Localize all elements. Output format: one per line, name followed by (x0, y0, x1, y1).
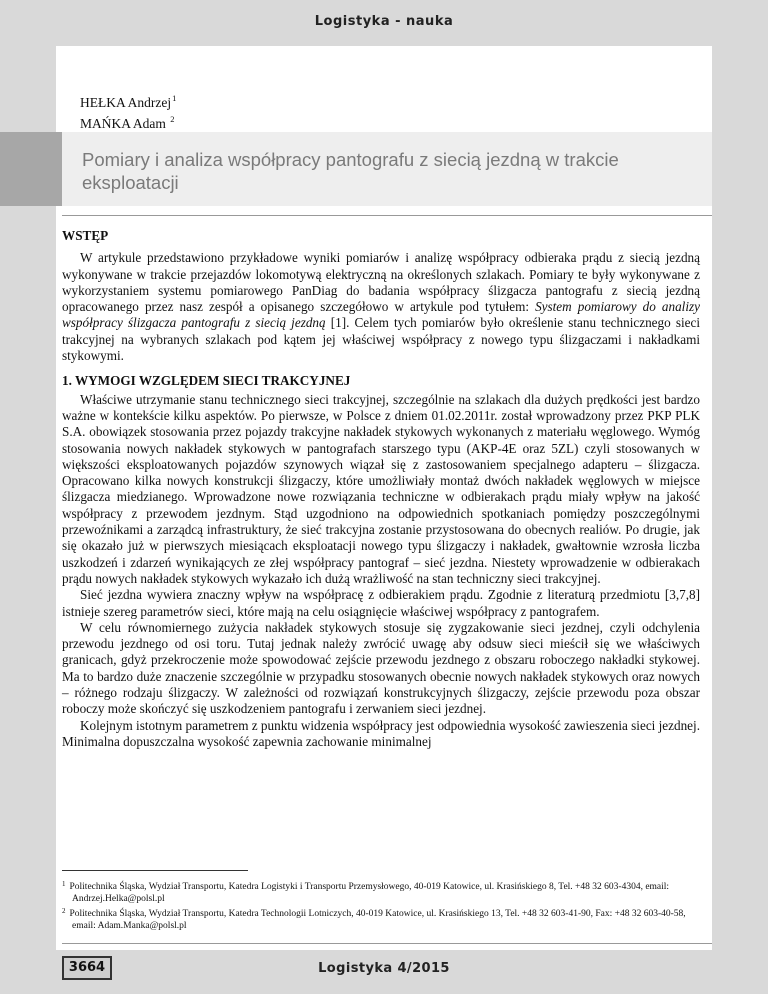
footnote-separator (62, 870, 248, 871)
divider-line (62, 943, 712, 944)
footnote-2: $^2$ Politechnika Śląska, Wydział Transportu, Katedra Technologii Lotniczych, 40-019 Katowice, ul. Krasińskiego 13, Tel. +48 32 603-41-90, Fax: +48 32 603-40-58, email: Adam.Manka@polsl.pl (62, 907, 686, 931)
author-footnote-ref: 2 (170, 114, 175, 124)
body-paragraph: Kolejnym istotnym parametrem z punktu widzenia współpracy jest odpowiednia wysokość zawieszenia sieci jezdnej. Minimalna dopuszczalna wysokość zapewnia zachowanie minimalnej (62, 717, 700, 749)
article-content (62, 228, 700, 750)
body-paragraph: W celu równomiernego zużycia nakładek stykowych stosuje się zygzakowanie sieci jezdnej, czyli odchylenia przewodu jezdnego od osi toru. Tutaj jednak należy zwrócić uwagę aby odsuw sieci mieścił się we właściwych granicach, gdyż przekroczenie może spowodować zejście przewodu jezdnego z obszaru roboczego nakładki stykowej. Ma to bardzo duże znaczenie szczególnie w przypadku stosowanych obecnie nowych nakładek stykowych oraz nowych – różnego rodzaju ślizgaczy. W zależności od rozwiązań konstrukcyjnych ślizgaczy, zejście przewodu poza obszar roboczy może skończyć się uszkodzeniem pantografu i zerwaniem sieci jezdnej. (62, 619, 700, 717)
author-list (80, 90, 176, 132)
body-paragraph: Właściwe utrzymanie stanu technicznego sieci trakcyjnej, szczególnie na szlakach dla dużych prędkości jest bardzo ważne w kontekście kilku aspektów. Po pierwsze, w Polsce z dniem 01.02.2011r. został wprowadzony przez PKP PLK S.A. obowiązek stosowania przez pojazdy trakcyjne nakładek stykowych wykonanych z materiału węglowego. Wymóg stosowania nowych nakładek stykowych w pantografach starszego typu (AKP-4E oraz 5ZL) czyli stosowanych w większości eksploatowanych pojazdów szynowych wiązał się z zastosowaniem specjalnego adapteru – ślizgacza. Opracowano kilka nowych konstrukcji ślizgaczy, które umożliwiały montaż dwóch nakładek węglowych w miejsce ślizgacza miedzianego. Wprowadzone nowe rozwiązania techniczne w odbierakach prądu miały wpływ na jakość współpracy z przewodem jezdnym. Stąd uzgodniono na odpowiednich spotkaniach pomiędzy poszczególnymi przewoźnikami a zarządcą infrastruktury, że sieć trakcyjna zostanie przystosowana do obecnych realiów. Po drugie, jak się okazało już w pierwszych miesiącach eksploatacji nowego typu ślizgaczy i nakładek, gwałtownie wzrosła liczba uszkodzeń i zdarzeń wynikających ze złej współpracy pantograf – sieć jezdna. Niestety wprowadzenie w odbierakach prądu nowych nakładek stykowych wykazało ich dużą wrażliwość na stan techniczny sieci trakcyjnej. (62, 391, 700, 586)
page-number: 3664 (62, 956, 112, 980)
cited-article-title: System pomiarowy do analizy współpracy ślizgacza pantografu z siecią jezdną (62, 299, 700, 331)
section-heading-1: 1. WYMOGI WZGLĘDEM SIECI TRAKCYJNEJ (62, 373, 351, 389)
author-name: MAŃKA Adam (80, 116, 166, 131)
footnote-1: $^1$ Politechnika Śląska, Wydział Transportu, Katedra Logistyki i Transportu Przemysłowego, 40-019 Katowice, ul. Krasińskiego 8, Tel. +48 32 603-4304, email: Andrzej.Helka@polsl.pl (62, 880, 670, 904)
footnotes (62, 878, 700, 932)
author-1 (80, 90, 176, 111)
journal-section-header: Logistyka - nauka (314, 14, 454, 29)
article-title: Pomiary i analiza współpracy pantografu z siecią jezdną w trakcie eksploatacji (82, 149, 619, 193)
section-heading-intro: WSTĘP (62, 228, 109, 243)
author-footnote-ref: 1 (172, 93, 177, 103)
author-name: HEŁKA Andrzej (80, 95, 172, 110)
intro-paragraph: W artykule przedstawiono przykładowe wyniki pomiarów i analizę współpracy odbieraka prądu z siecią jezdną wykonywane w trakcie przejazdów lokomotywą elektryczną na określonych szlakach. Pomiary te były wykonywane z wykorzystaniem systemu pomiarowego PanDiag do badania współpracy ślizgacza pantografu z siecią jezdną opracowanego przez nasz zespół a opisanego szczegółowo w artykule pod tytułem: System pomiarowy do analizy współpracy ślizgacza pantografu z siecią jezdną [1]. Celem tych pomiarów było określenie stanu technicznego sieci trakcyjnej na wybranych szlakach pod kątem jej właściwej współpracy z nowego typu ślizgaczami i nakładkami stykowymi. (62, 250, 700, 364)
divider-line (62, 215, 712, 216)
body-paragraph: Sieć jezdna wywiera znaczny wpływ na współpracę z odbierakiem prądu. Zgodnie z literaturą przedmiotu [3,7,8] istnieje szereg parametrów sieci, które mają na celu osiągnięcie właściwej współpracy z pantografem. (62, 587, 700, 619)
journal-footer: Logistyka 4/2015 (318, 961, 450, 976)
title-side-tab (0, 132, 62, 206)
author-2 (80, 111, 176, 132)
